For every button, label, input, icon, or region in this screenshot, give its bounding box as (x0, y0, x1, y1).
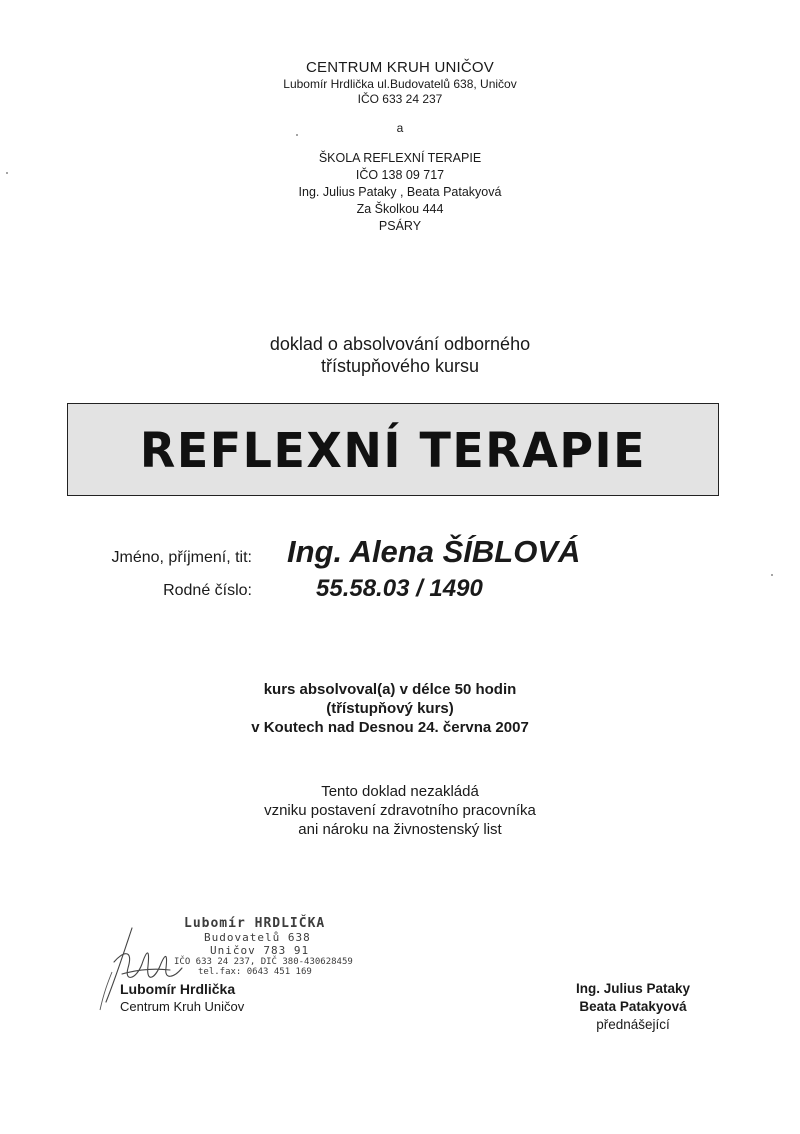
stamp-line-1: Lubomír HRDLIČKA (184, 916, 326, 931)
stamp-line-2: Budovatelů 638 (204, 931, 311, 944)
signatory-right (576, 980, 690, 1034)
stamp-line-4: IČO 633 24 237, DIČ 380-430628459 (174, 957, 353, 967)
issuer-1-ico: IČO 633 24 237 (357, 92, 443, 106)
document-subtitle (150, 333, 650, 377)
issuer-2-street: Za Školkou 444 (356, 202, 444, 216)
note-line-3: ani nároku na živnostenský list (298, 821, 502, 838)
stamp-line-3: Uničov 783 91 (210, 944, 310, 957)
issuer-1-address: Lubomír Hrdlička ul.Budovatelů 638, Uničov (283, 77, 517, 91)
issuer-1-name: CENTRUM KRUH UNIČOV (306, 59, 494, 76)
signatory-left (120, 980, 244, 1016)
scan-speck (296, 134, 298, 136)
note-line-2: vzniku postavení zdravotního pracovníka (264, 802, 536, 819)
birth-number-label: Rodné číslo: (163, 582, 252, 599)
issuer-2-people: Ing. Julius Pataky , Beata Patakyová (298, 185, 502, 199)
issuer-2-ico: IČO 138 09 717 (355, 168, 445, 182)
course-details (190, 680, 590, 737)
conjunction: a (396, 121, 404, 135)
scan-speck (771, 574, 773, 576)
stamp-line-5: tel.fax: 0643 451 169 (198, 967, 312, 977)
issuer-2-city: PSÁRY (378, 219, 422, 233)
signatory-left-org: Centrum Kruh Uničov (120, 999, 245, 1014)
name-label: Jméno, příjmení, tit: (111, 549, 252, 566)
disclaimer-note (200, 782, 600, 839)
issuer-2 (200, 150, 600, 235)
subtitle-line-2: třístupňového kursu (320, 356, 480, 376)
name-value: Ing. Alena ŠÍBLOVÁ (287, 534, 581, 569)
signatory-right-role: přednášející (596, 1017, 670, 1032)
course-line-3: v Koutech nad Desnou 24. června 2007 (251, 719, 529, 736)
title-banner (67, 403, 719, 496)
birth-number-value: 55.58.03 / 1490 (316, 575, 483, 602)
signatory-right-name-2: Beata Patakyová (579, 999, 687, 1014)
scan-speck (6, 172, 8, 174)
course-title: REFLEXNÍ TERAPIE (139, 421, 647, 478)
course-line-1: kurs absolvoval(a) v délce 50 hodin (263, 681, 517, 698)
signatory-right-name-1: Ing. Julius Pataky (576, 981, 691, 996)
issuer-2-name: ŠKOLA REFLEXNÍ TERAPIE (318, 151, 482, 165)
subtitle-line-1: doklad o absolvování odborného (269, 334, 531, 354)
signatory-left-name: Lubomír Hrdlička (120, 981, 236, 997)
course-line-2: (třístupňový kurs) (326, 700, 454, 717)
note-line-1: Tento doklad nezakládá (321, 783, 479, 800)
issuer-1 (200, 58, 600, 107)
